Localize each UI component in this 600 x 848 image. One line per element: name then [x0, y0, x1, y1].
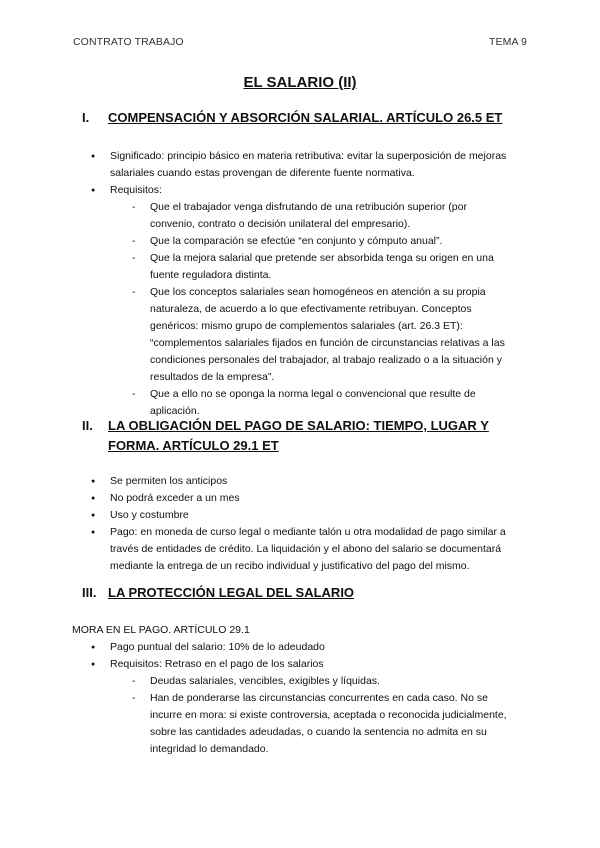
- section-3-list: [90, 639, 530, 758]
- list-item-text: Significado: principio básico en materia retributiva: evitar la superposición de mejoras salariales cuando estas provengan de diferente fuente normativa.: [110, 150, 507, 179]
- section-2-list: [90, 473, 530, 575]
- sub-list-item: - Que la comparación se efectúe “en conjunto y cómputo anual”.: [130, 233, 510, 250]
- list-item: [90, 639, 530, 656]
- sub-list-item: - Han de ponderarse las circunstancias concurrentes en cada caso. No se incurre en mora: si existe controversia, aceptada o reconocida judicialmente, sobre las cantidades adeudadas, o cuando la sentencia no admita en su integridad lo demandado.: [130, 690, 510, 758]
- list-item: ● Se permiten los anticipos: [90, 473, 530, 490]
- section-3-heading: [82, 583, 512, 603]
- section-1-list: [90, 148, 530, 420]
- section-2-heading: [82, 416, 512, 456]
- list-item: [90, 656, 530, 758]
- list-item: ● Uso y costumbre: [90, 507, 530, 524]
- mora-subheading: MORA EN EL PAGO. ARTÍCULO 29.1: [72, 624, 250, 636]
- sub-list-item: - Que los conceptos salariales sean homogéneos en atención a su propia naturaleza, de acuerdo a lo que efectivamente retribuyan. Conceptos genéricos: mismo grupo de complementos salariales (art. 26.3 ET): “complementos salariales fijados en función de circunstancias relativas a las condiciones personales del trabajador, al trabajo realizado o a la situación y resultados de la empresa”.: [130, 284, 510, 386]
- requisitos-sublist: [130, 199, 510, 420]
- sub-list-item: - Que el trabajador venga disfrutando de una retribución superior (por convenio, contrato o decisión unilateral del empresario).: [130, 199, 510, 233]
- list-item: [90, 182, 530, 420]
- section-3-title: LA PROTECCIÓN LEGAL DEL SALARIO: [108, 585, 355, 600]
- section-1-heading: [82, 108, 512, 128]
- section-2-number: II.: [82, 418, 93, 433]
- list-item-text: Pago puntual del salario: 10% de lo adeudado: [110, 641, 325, 653]
- list-item-text: Requisitos: Retraso en el pago de los salarios: [110, 658, 324, 670]
- header-left: CONTRATO TRABAJO: [73, 36, 184, 48]
- list-item: [90, 148, 530, 182]
- section-3-number: III.: [82, 585, 97, 600]
- sub-list-item: - Que la mejora salarial que pretende ser absorbida tenga su origen en una fuente reguladora distinta.: [130, 250, 510, 284]
- header-right: TEMA 9: [489, 36, 527, 48]
- section-1-title: COMPENSACIÓN Y ABSORCIÓN SALARIAL. ARTÍCULO 26.5 ET: [108, 110, 503, 125]
- list-item: ● Pago: en moneda de curso legal o mediante talón u otra modalidad de pago similar a través de entidades de crédito. La liquidación y el abono del salario se documentará mediante la entrega de un recibo individual y justificativo del pago del mismo.: [90, 524, 530, 575]
- list-item-text: Requisitos:: [110, 184, 162, 196]
- list-item: ● No podrá exceder a un mes: [90, 490, 530, 507]
- sub-list-item: - Deudas salariales, vencibles, exigibles y líquidas.: [130, 673, 510, 690]
- page-title: EL SALARIO (II): [243, 74, 357, 91]
- mora-requisitos-sublist: [130, 673, 510, 758]
- section-1-number: I.: [82, 110, 90, 125]
- sub-list-item: - Que a ello no se oponga la norma legal o convencional que resulte de aplicación.: [130, 386, 510, 420]
- section-2-title: LA OBLIGACIÓN DEL PAGO DE SALARIO: TIEMPO, LUGAR Y FORMA. ARTÍCULO 29.1 ET: [108, 418, 489, 453]
